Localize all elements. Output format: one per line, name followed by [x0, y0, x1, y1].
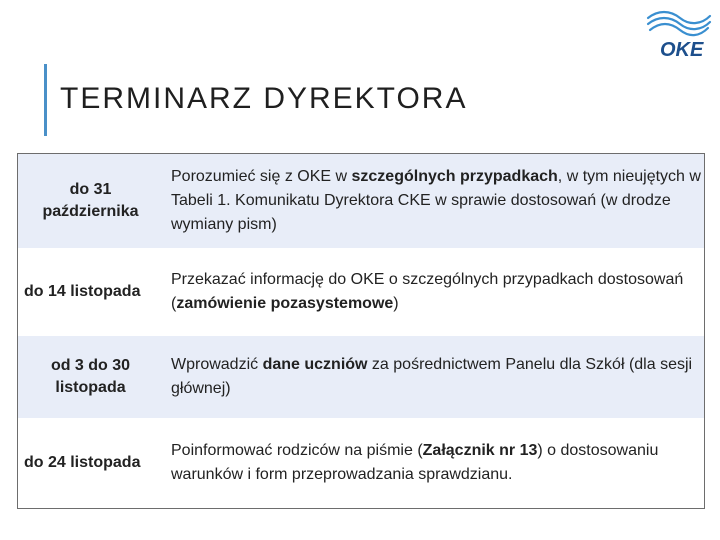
schedule-date: od 3 do 30 listopada — [50, 357, 131, 396]
schedule-row — [18, 154, 704, 248]
schedule-description: Przekazać informację do OKE o szczególnych przypadkach dostosowań (zamówienie pozasystemowe) — [171, 271, 684, 312]
schedule-description: Porozumieć się z OKE w szczególnych przypadkach, w tym nieujętych w Tabeli 1. Komunikatu Dyrektora CKE w sprawie dostosowań (w drodze wymiany pism) — [171, 168, 701, 233]
page-title: TERMINARZ DYREKTORA — [60, 82, 468, 115]
schedule-description: Wprowadzić dane uczniów za pośrednictwem Panelu dla Szkół (dla sesji głównej) — [171, 356, 693, 397]
schedule-date: do 24 listopada — [24, 454, 141, 471]
schedule-row — [18, 336, 704, 418]
oke-logo-icon — [640, 4, 716, 64]
title-accent-bar — [44, 64, 47, 136]
schedule-row — [18, 248, 704, 336]
schedule-date: do 31 października — [42, 181, 139, 220]
logo-text: OKE — [660, 39, 704, 61]
schedule-description: Poinformować rodziców na piśmie (Załącznik nr 13) o dostosowaniu warunków i form przeprowadzania sprawdzianu. — [171, 442, 659, 483]
schedule-date: do 14 listopada — [24, 283, 141, 300]
schedule-row — [18, 418, 704, 508]
schedule-table — [17, 153, 705, 509]
